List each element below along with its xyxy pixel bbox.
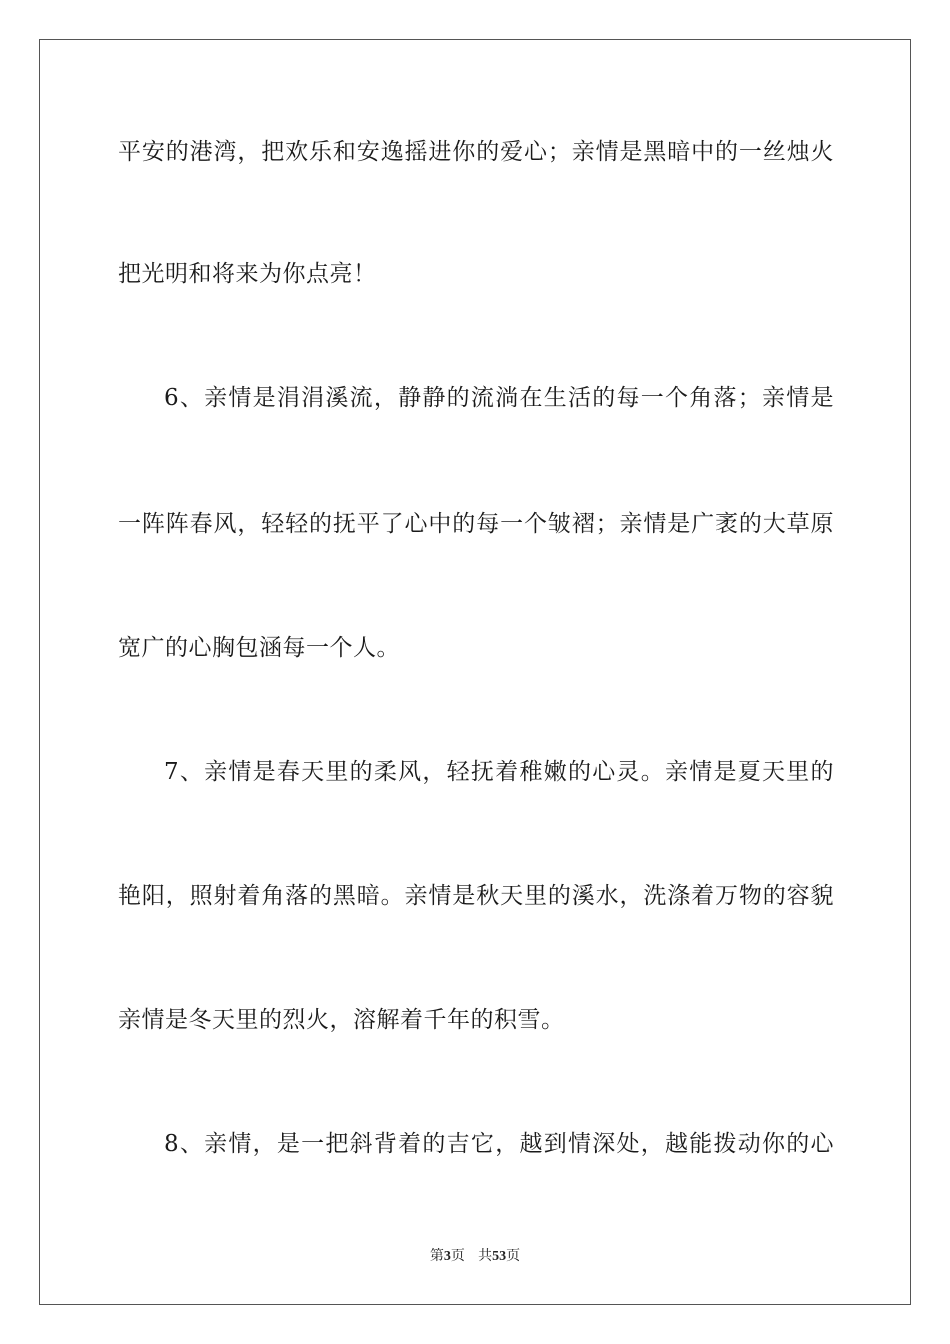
paragraph-6-line: 6、亲情是涓涓溪流，静静的流淌在生活的每一个角落；亲情是 [164, 385, 834, 411]
total-pages: 53 [492, 1249, 507, 1264]
paragraph-7-line: 7、亲情是春天里的柔风，轻抚着稚嫩的心灵。亲情是夏天里的 [164, 759, 834, 785]
paragraph-line: 艳阳，照射着角落的黑暗。亲情是秋天里的溪水，洗涤着万物的容貌 [118, 883, 834, 909]
page-footer [0, 1247, 950, 1266]
paragraph-line: 一阵阵春风，轻轻的抚平了心中的每一个皱褶；亲情是广袤的大草原 [118, 511, 834, 537]
total-suffix: 页 [506, 1248, 521, 1264]
paragraph-line: 亲情是冬天里的烈火，溶解着千年的积雪。 [118, 1007, 565, 1033]
page-number: 3 [443, 1249, 451, 1264]
paragraph-line: 宽广的心胸包涵每一个人。 [118, 635, 400, 661]
paragraph-line: 平安的港湾，把欢乐和安逸摇进你的爱心；亲情是黑暗中的一丝烛火 [118, 139, 834, 165]
total-prefix: 共 [478, 1248, 493, 1264]
paragraph-8-line: 8、亲情，是一把斜背着的吉它，越到情深处，越能拨动你的心 [164, 1131, 834, 1157]
page-border [39, 39, 911, 1305]
page-prefix: 第 [429, 1248, 444, 1264]
page-suffix: 页 [450, 1248, 465, 1264]
paragraph-line: 把光明和将来为你点亮！ [118, 261, 377, 287]
